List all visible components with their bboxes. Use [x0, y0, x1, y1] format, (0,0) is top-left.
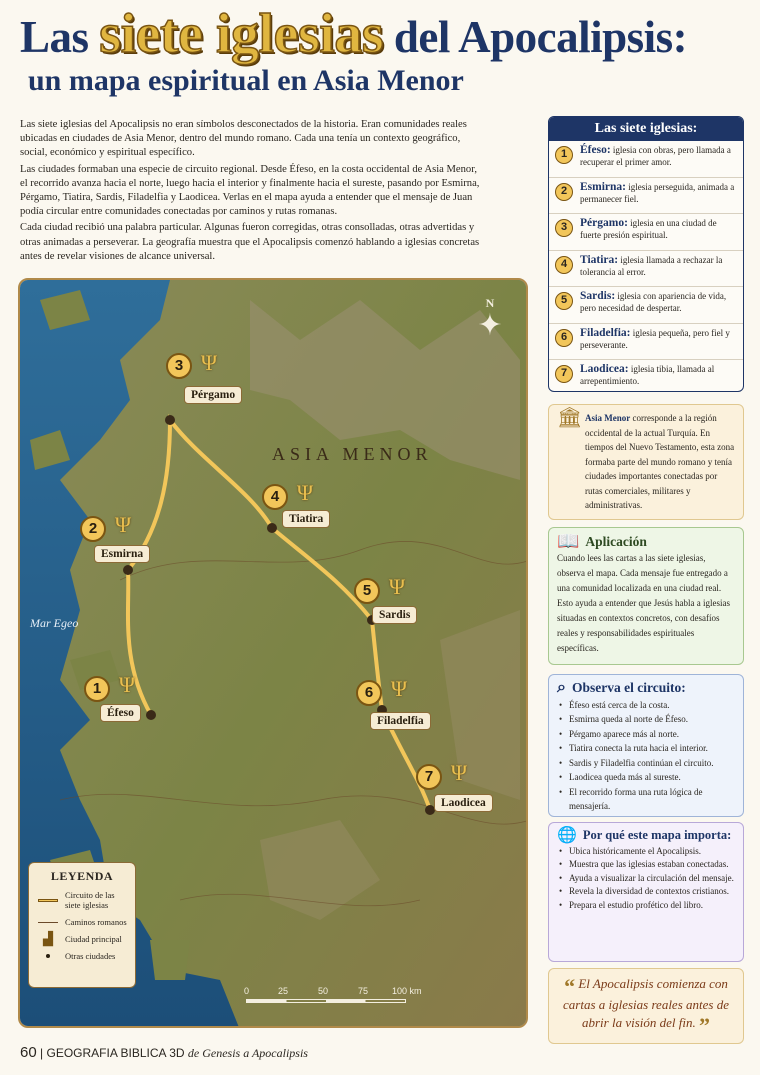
book-title: GEOGRAFIA BIBLICA 3D	[46, 1046, 185, 1060]
list-item: • Prepara el estudio profético del libro.	[557, 899, 735, 913]
church-item	[549, 324, 743, 361]
church-number: 3	[555, 219, 573, 237]
city-number-tiatira: 4	[262, 484, 288, 510]
legend-item	[37, 931, 127, 946]
legend-item	[37, 917, 127, 927]
application-text: Cuando lees las cartas a las siete iglesias, observa el mapa. Cada mensaje fue entregado a una comunidad localizada en una ciudad real. Esto ayuda a entender que Jesús habla a iglesias situadas en contextos concretos, con desafíos reales y responsabilidades espirituales específicas.	[557, 553, 730, 653]
open-quote-icon: “	[564, 974, 576, 999]
list-item: • Muestra que las iglesias estaban conectadas.	[557, 858, 735, 872]
footer-divider: |	[40, 1046, 47, 1060]
church-item	[549, 287, 743, 324]
observe-title: Observa el circuito:	[571, 680, 686, 695]
menorah-icon: Ψ	[114, 512, 132, 537]
dot-icon	[37, 954, 59, 958]
legend-label: Caminos romanos	[65, 917, 127, 927]
page-subtitle: un mapa espiritual en Asia Menor	[28, 64, 464, 97]
church-name: Pérgamo:	[580, 217, 628, 229]
intro-text	[20, 118, 480, 266]
asia-note-text: corresponde a la región occidental de la actual Turquía. En tiempos del Nuevo Testamento, esta zona formaba parte del mundo romano y tenía ciudades importantes conectadas por rutas comerciales, militares y administrativas.	[585, 413, 735, 510]
compass-icon: ✦	[477, 309, 503, 342]
church-number: 6	[555, 329, 573, 347]
menorah-icon: Ψ	[200, 350, 218, 375]
church-number: 7	[555, 365, 573, 383]
compass-rose	[470, 296, 510, 356]
why-panel	[548, 822, 744, 962]
close-quote-icon: ”	[699, 1013, 710, 1038]
legend-item	[37, 890, 127, 910]
list-item: • El recorrido forma una ruta lógica de mensajería.	[557, 785, 735, 814]
page-number: 60	[20, 1044, 37, 1061]
church-number: 1	[555, 146, 573, 164]
scale-tick: 50	[318, 986, 329, 996]
menorah-icon: Ψ	[388, 574, 406, 599]
book-subtitle: de Genesis a Apocalipsis	[187, 1046, 308, 1060]
church-item	[549, 178, 743, 215]
city-label-esmirna[interactable]: Esmirna	[94, 545, 150, 563]
list-item: • Esmirna queda al norte de Éfeso.	[557, 712, 735, 727]
list-item: • Éfeso está cerca de la costa.	[557, 698, 735, 713]
church-name: Esmirna:	[580, 180, 626, 193]
scale-tick: 75	[358, 986, 369, 996]
quote-box	[548, 968, 744, 1044]
legend-label: Ciudad principal	[65, 934, 122, 944]
church-name: Éfeso:	[580, 144, 611, 156]
menorah-icon: Ψ	[450, 760, 468, 785]
scale-tick: 100 km	[392, 986, 422, 996]
churches-panel	[548, 116, 744, 392]
title-word-apocalipsis: del Apocalipsis:	[393, 12, 688, 62]
why-list	[557, 845, 735, 913]
intro-paragraph: Las ciudades formaban una especie de circuito regional. Desde Éfeso, en la costa occidental de Asia Menor, el recorrido avanza hacia el norte, luego hacia el interior y finalmente hacia el sureste, pasando por Esmirna, Pérgamo, Tiatira, Sardis, Filadelfia y Laodicea. Verlas en el mapa ayuda a entender que el mensaje de Juan podía circular entre comunidades conectadas por caminos y rutas romanas.	[20, 163, 480, 218]
magnifier-icon: ⌕	[557, 679, 566, 696]
city-label-efeso[interactable]: Éfeso	[100, 704, 141, 722]
menorah-icon: Ψ	[296, 480, 314, 505]
church-description: iglesia en una ciudad de fuerte presión espiritual.	[580, 218, 717, 240]
church-number: 5	[555, 292, 573, 310]
column-icon: 🏛	[557, 407, 583, 429]
city-number-pergamo: 3	[166, 353, 192, 379]
application-title: Aplicación	[585, 534, 647, 549]
menorah-icon: Ψ	[118, 672, 136, 697]
church-description: iglesia tibia, llamada al arrepentimiento.	[580, 364, 715, 386]
sea-label: Mar Egeo	[30, 616, 79, 630]
legend-label: Circuito de las siete iglesias	[65, 890, 115, 910]
city-number-laodicea: 7	[416, 764, 442, 790]
church-name: Filadelfia:	[580, 326, 631, 339]
list-item: • Revela la diversidad de contextos cristianos.	[557, 885, 735, 899]
church-item	[549, 251, 743, 288]
page-title	[20, 3, 740, 99]
church-item	[549, 141, 743, 178]
globe-icon: 🌐	[557, 827, 577, 844]
asia-note-title: Asia Menor	[585, 413, 631, 423]
scale-bar-graphic	[246, 999, 406, 1003]
city-number-filadelfia: 6	[356, 680, 382, 706]
page-footer	[20, 1044, 308, 1061]
church-item	[549, 214, 743, 251]
why-title: Por qué este mapa importa:	[582, 828, 732, 842]
scale-bar	[244, 986, 444, 1016]
quote-text: El Apocalipsis comienza con cartas a iglesias reales antes de abrir la visión del fin.	[563, 976, 729, 1030]
churches-panel-title: Las siete iglesias:	[549, 117, 743, 141]
legend-label: Otras ciudades	[65, 951, 116, 961]
map-legend	[28, 862, 136, 988]
title-line-1	[20, 3, 740, 65]
menorah-icon: Ψ	[390, 676, 408, 701]
legend-title: LEYENDA	[50, 869, 114, 883]
city-label-tiatira[interactable]: Tiatira	[282, 510, 330, 528]
region-label: ASIA MENOR	[272, 444, 433, 464]
church-description: iglesia llamada a rechazar la tolerancia al error.	[580, 254, 723, 277]
city-number-esmirna: 2	[80, 516, 106, 542]
route-line-icon	[37, 899, 59, 902]
title-word-las: Las	[20, 12, 89, 62]
list-item: • Laodicea queda más al sureste.	[557, 770, 735, 785]
city-label-pergamo[interactable]: Pérgamo	[184, 386, 242, 404]
list-item: • Ayuda a visualizar la circulación del mensaje.	[557, 872, 735, 886]
city-label-sardis[interactable]: Sardis	[372, 606, 417, 624]
legend-item	[37, 951, 127, 961]
church-description: iglesia con apariencia de vida, pero necesidad de despertar.	[580, 291, 727, 313]
book-icon: 📖	[557, 531, 580, 551]
church-item	[549, 360, 743, 392]
list-item: • Ubica históricamente el Apocalipsis.	[557, 845, 735, 859]
church-number: 4	[555, 256, 573, 274]
church-description: iglesia pequeña, pero fiel y perseverante.	[580, 327, 730, 350]
intro-paragraph: Cada ciudad recibió una palabra particular. Algunas fueron corregidas, otras consolladas, otras advertidas y otras animadas a perseverar. La geografía muestra que el Apocalipsis comenzó hablando a iglesias concretas antes de revelar visiones de alcance universal.	[20, 222, 480, 262]
city-icon: ▟	[43, 931, 53, 946]
application-panel	[548, 527, 744, 665]
church-name: Tiatira:	[580, 253, 619, 266]
church-description: iglesia con obras, pero llamada a recuperar el primer amor.	[580, 145, 731, 167]
observe-list	[557, 698, 735, 814]
list-item: • Pérgamo aparece más al norte.	[557, 727, 735, 742]
compass-north-label: N	[485, 296, 495, 310]
city-number-sardis: 5	[354, 578, 380, 604]
asia-minor-map	[18, 278, 528, 1028]
scale-tick: 25	[278, 986, 289, 996]
city-label-laodicea[interactable]: Laodicea	[434, 794, 493, 812]
title-highlight: siete iglesias	[99, 3, 384, 65]
intro-paragraph: Las siete iglesias del Apocalipsis no eran símbolos desconectados de la historia. Eran comunidades reales ubicadas en ciudades de Asia Menor, dentro del mundo romano. Cada una tenía un contexto geográfico, social, económico y espiritual específico.	[20, 119, 467, 159]
church-name: Sardis:	[580, 290, 616, 302]
road-line-icon	[37, 922, 59, 923]
church-name: Laodicea:	[580, 363, 629, 375]
scale-tick: 0	[244, 986, 250, 996]
asia-minor-note	[548, 404, 744, 520]
list-item: • Sardis y Filadelfia continúan el circuito.	[557, 756, 735, 771]
list-item: • Tiatira conecta la ruta hacia el interior.	[557, 741, 735, 756]
church-number: 2	[555, 183, 573, 201]
city-label-filadelfia[interactable]: Filadelfia	[370, 712, 431, 730]
observe-panel	[548, 674, 744, 817]
church-description: iglesia perseguida, animada a permanecer fiel.	[580, 181, 735, 204]
city-number-efeso: 1	[84, 676, 110, 702]
